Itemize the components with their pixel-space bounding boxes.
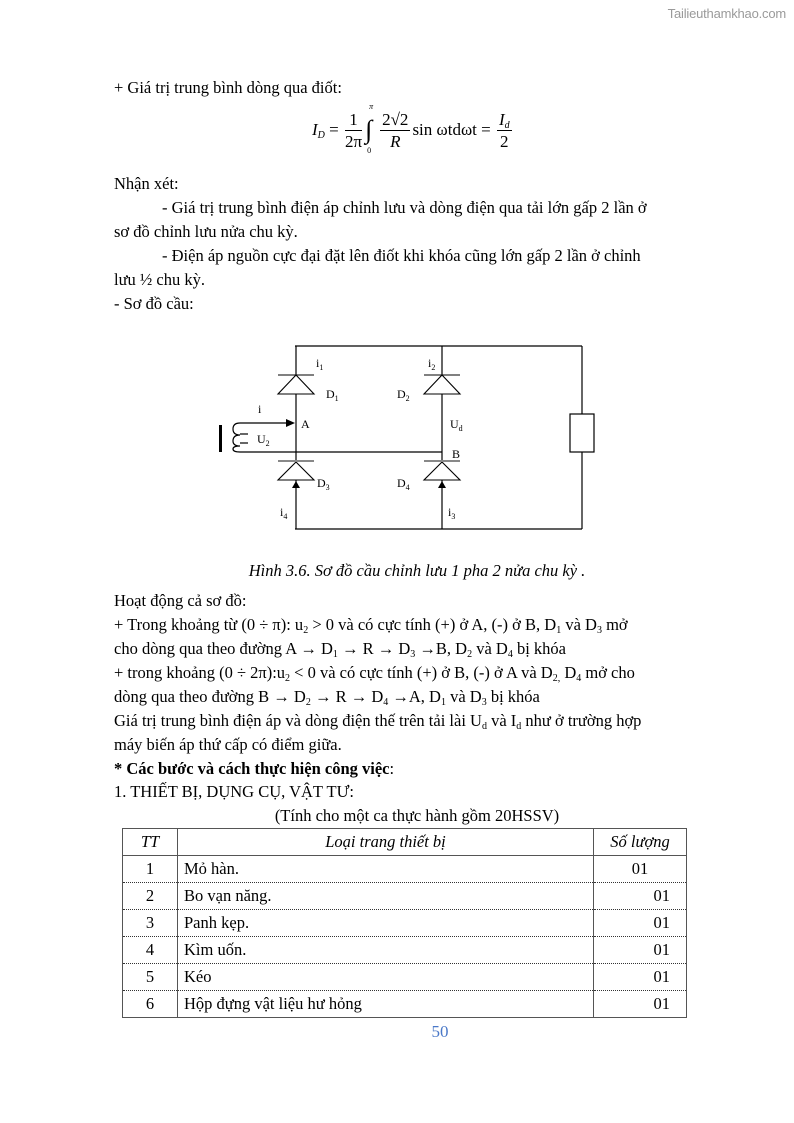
cell-tt: 4 [123,937,178,964]
formula-frac-1 [345,110,362,153]
label-i3: $i_3$ [448,505,456,521]
formula-frac2-num: 2√2 [382,109,409,129]
equipment-heading: 1. THIẾT BỊ, DỤNG CỤ, VẬT TƯ: [114,782,354,801]
cell-equipment: Hộp đựng vật liệu hư hỏng [178,991,594,1018]
table-row [123,937,687,964]
table-header-row [123,829,687,856]
label-ud: $U_d$ [450,417,463,433]
cell-equipment: Kéo [178,964,594,991]
cell-quantity: 01 [594,937,687,964]
table-row [123,964,687,991]
diode-d3 [278,461,314,480]
equipment-note: (Tính cho một ca thực hành gồm 20HSSV) [274,806,560,825]
cell-quantity: 01 [594,910,687,937]
integral-sign: ∫ π 0 [365,102,374,155]
cell-quantity: 01 [594,964,687,991]
cell-tt: 1 [123,856,178,883]
label-i2: $i_2$ [428,356,436,372]
label-d2: $D_2$ [397,387,410,403]
label-i: i [258,402,262,416]
diode-d1 [278,375,314,394]
cell-tt: 5 [123,964,178,991]
remark-1-line-2: sơ đồ chỉnh lưu nửa chu kỳ. [114,222,298,241]
label-u2: $U_2$ [257,432,270,448]
operation-line-2: cho dòng qua theo đường $A \to D_1 \to R \to D_3 \to B$, $D_2$ và $D_4$ bị khóa [114,639,566,660]
avg-current-heading: + Giá trị trung bình dòng qua điốt: [114,78,342,97]
operation-line-6: máy biến áp thứ cấp có điểm giữa. [114,735,342,754]
figure-caption: Hình 3.6. Sơ đồ cầu chỉnh lưu 1 pha 2 nửa chu kỳ . [248,561,586,580]
cell-quantity: 01 [594,883,687,910]
table-row [123,883,687,910]
remark-1-line-1: - Giá trị trung bình điện áp chỉnh lưu và dòng điện qua tải lớn gấp 2 lần ở [162,198,647,217]
formula-rhs [497,110,512,153]
cell-quantity: 01 [594,991,687,1018]
cell-tt: 3 [123,910,178,937]
formula-lhs-sub: D [317,129,325,141]
formula-rhs-den: 2 [500,131,509,151]
operation-line-4: dòng qua theo đường $B \to D_2 \to R \to D_4 \to A$, $D_1$ và $D_3$ bị khóa [114,687,540,708]
table-row [123,910,687,937]
formula-equals-1: = [329,119,339,139]
label-a: A [301,417,310,431]
label-i1: $i_1$ [316,356,324,372]
formula-frac1-num: 1 [345,110,362,131]
cell-equipment: Kìm uốn. [178,937,594,964]
watermark: Tailieuthamkhao.com [667,6,786,21]
integral-lower: 0 [367,146,372,155]
label-d3: $D_3$ [317,476,330,492]
label-d4: $D_4$ [397,476,410,492]
col-header-tt: TT [123,829,178,856]
remark-2-line-1: - Điện áp nguồn cực đại đặt lên điốt khi khóa cũng lớn gấp 2 lần ở chỉnh [162,246,641,265]
table-row [123,991,687,1018]
bridge-rectifier-diagram [200,330,620,540]
label-d1: $D_1$ [326,387,339,403]
formula-rhs-num: $I_d$ [498,109,510,131]
operation-line-1: + Trong khoảng từ (0 ÷ π): $u_2 > 0$ và có cực tính (+) ở A, (-) ở B, $D_1$ và $D_3$ mở [114,615,628,636]
integral-upper: π [369,102,374,111]
operation-line-5: Giá trị trung bình điện áp và dòng điện thế trên tải lài $U_d$ và $I_d$ như ở trường hợp [114,711,642,732]
formula-frac-2 [380,110,410,153]
transformer-core [219,425,222,452]
bridge-diagram-label: - Sơ đồ cầu: [114,294,194,313]
diode-current-formula [312,102,552,168]
cell-equipment: Bo vạn năng. [178,883,594,910]
formula-equals-2: = [481,119,491,139]
cell-equipment: Mỏ hàn. [178,856,594,883]
cell-quantity: 01 [594,856,687,883]
steps-heading: * Các bước và cách thực hiện công việc: [114,759,395,778]
table-row [123,856,687,883]
load-resistor [570,414,594,452]
diode-d4 [424,461,460,480]
remarks-title: Nhận xét: [114,174,179,193]
operation-line-3: + trong khoảng $(0 \div 2\pi):u_2 < 0$ và có cực tính (+) ở B, (-) ở A và $D_{2,}$ $D_4$ mở cho [114,663,635,684]
formula-integrand: sin ωtdωt [412,119,477,139]
cell-equipment: Panh kẹp. [178,910,594,937]
cell-tt: 2 [123,883,178,910]
page-number: 50 [431,1022,449,1041]
cell-tt: 6 [123,991,178,1018]
formula-frac1-den: 2π [345,131,363,151]
col-header-quantity: Số lượng [594,829,687,856]
formula-frac2-den: R [390,131,401,151]
col-header-equipment: Loại trang thiết bị [178,829,594,856]
operation-title: Hoạt động cả sơ đồ: [114,591,247,610]
equipment-table [122,828,687,1018]
remark-2-line-2: lưu ½ chu kỳ. [114,270,205,289]
formula-lhs: I [312,119,318,139]
label-i4: $i_4$ [280,505,288,521]
label-b: B [452,447,461,461]
diode-d2 [424,375,460,394]
